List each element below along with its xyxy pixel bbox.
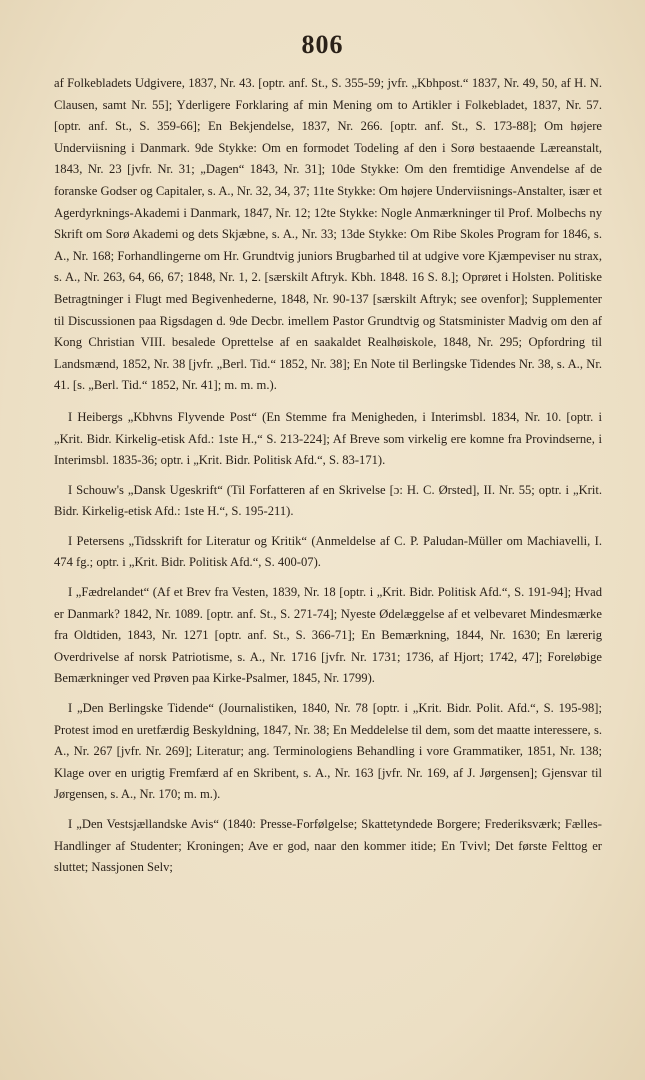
paragraph-schouws-ugeskrift: I Schouw's „Dansk Ugeskrift“ (Til Forfatteren af en Skrivelse [ɔ: H. C. Ørsted], II. Nr. 55; optr. i „Krit. Bidr. Kirkelig-etisk Afd.: 1ste H.“, S. 195-211). — [54, 482, 602, 519]
paragraph-faedrelandet: I „Fædrelandet“ (Af et Brev fra Vesten, 1839, Nr. 18 [optr. i „Krit. Bidr. Politisk Afd.“, S. 191-94]; Hvad er Danmark? 1842, Nr. 1089. [optr. anf. St., S. 271-74]; Nyeste Ødelæggelse af et velbevaret Mindesmærke fra Oldtiden, 1843, Nr. 1271 [optr. anf. St., S. 366-71]; En Bemærkning, 1844, Nr. 1630; En lærerig Overdrivelse af norsk Patriotisme, s. A., Nr. 1716 [jvfr. Nr. 1731; 1736, af Hjort; 1742, 47]; Foreløbige Bemærkninger ved Prøven paa Kirke-Psalmer, 1845, Nr. 1799). — [54, 585, 602, 686]
paragraph-heibergs-post: I Heibergs „Kbhvns Flyvende Post“ (En Stemme fra Menigheden, i Interimsbl. 1834, Nr. 10. [optr. i „Krit. Bidr. Kirkelig-etisk Afd.: 1ste H.,“ S. 213-224]; Af Breve som virkelig ere komne fra Provindserne, i Interimsbl. 1835-36; optr. i „Krit. Bidr. Politisk Afd.“, S. 83-171). — [54, 409, 602, 468]
paragraph-petersens-tidsskrift: I Petersens „Tidsskrift for Literatur og Kritik“ (Anmeldelse af C. P. Paludan-Müller om Machiavelli, I. 474 fg.; optr. i „Krit. Bidr. Politisk Afd.“, S. 400-07). — [54, 533, 602, 570]
paragraph-bibliography-continued: af Folkebladets Udgivere, 1837, Nr. 43. [optr. anf. St., S. 355-59; jvfr. „Kbhpost.“ 1837, Nr. 49, 50, af H. N. Clausen, samt Nr. 55]; Yderligere Forklaring af min Mening om to Artikler i Folkebladet, 1837, Nr. 57. [optr. anf. St., S. 359-66]; En Bekjendelse, 1837, Nr. 266. [optr. anf. St., S. 173-88]; Om højere Underviisning i Danmark. 9de Stykke: Om en formodet Todeling af den i Sorø bestaaende Læreanstalt, 1843, Nr. 23 [jvfr. Nr. 31; „Dagen“ 1843, Nr. 31]; 10de Stykke: Om den fremtidige Anvendelse af de foranske Godser og Capitaler, s. A., Nr. 32, 34, 37; 11te Stykke: Om højere Underviisnings-Anstalter, især et Agerdyrknings-Akademi i Danmark, 1847, Nr. 12; 12te Stykke: Nogle Anmærkninger til Prof. Molbechs ny Skrift om Sorø Akademi og dets Skjæbne, s. A., Nr. 33; 13de Stykke: Om Ribe Skoles Program for 1846, s. A., Nr. 168; Forhandlingerne om Hr. Grundtvig juniors Brugbarhed til at udgive vore Kjæmpeviser nu strax, s. A., Nr. 263, 64, 66, 67; 1848, Nr. 1, 2. [særskilt Aftryk. Kbh. 1848. 16 S. 8.]; Oprøret i Holsten. Politiske Betragtninger i Flugt med Begivenhederne, 1848, Nr. 90-137 [særskilt Aftryk; see ovenfor]; Supplementer til Discussionen paa Rigsdagen d. 9de Decbr. imellem Pastor Grundtvig og Statsminister Madvig om den af Kong Christian VIII. besalede Oprettelse af en saakaldet Realhøiskole, 1848, Nr. 295; Opfordring til Landsmænd, 1852, Nr. 38 [jvfr. „Berl. Tid.“ 1852, Nr. 38]; En Note til Berlingske Tidendes Nr. 38, s. A., Nr. 41. [s. „Berl. Tid.“ 1852, Nr. 41]; m. m. m.). — [54, 76, 602, 393]
text-block — [54, 73, 602, 887]
paragraph-berlingske-tidende: I „Den Berlingske Tidende“ (Journalistiken, 1840, Nr. 78 [optr. i „Krit. Bidr. Polit. Afd.“, S. 195-98]; Protest imod en uretfærdig Beskyldning, 1847, Nr. 38; En Meddelelse til dem, som det maatte interessere, s. A., Nr. 267 [jvfr. Nr. 269]; Literatur; ang. Terminologiens Behandling i vore Grammatiker, 1851, Nr. 138; Klage over en urigtig Fremfærd af en Skribent, s. A., Nr. 163 [jvfr. Nr. 169, af J. Jørgensen]; Gjensvar til Jørgensen, s. A., Nr. 170; m. m.). — [54, 701, 602, 802]
paragraph-vestsjaellandske-avis: I „Den Vestsjællandske Avis“ (1840: Presse-Forfølgelse; Skattetyndede Borgere; Frederiksværk; Fælles-Handlinger af Studenter; Kroningen; Ave er god, naar den kommer itide; En Tvivl; Det første Felttog er sluttet; Nassjonen Selv; — [54, 817, 602, 875]
page-number: 806 — [301, 30, 344, 59]
